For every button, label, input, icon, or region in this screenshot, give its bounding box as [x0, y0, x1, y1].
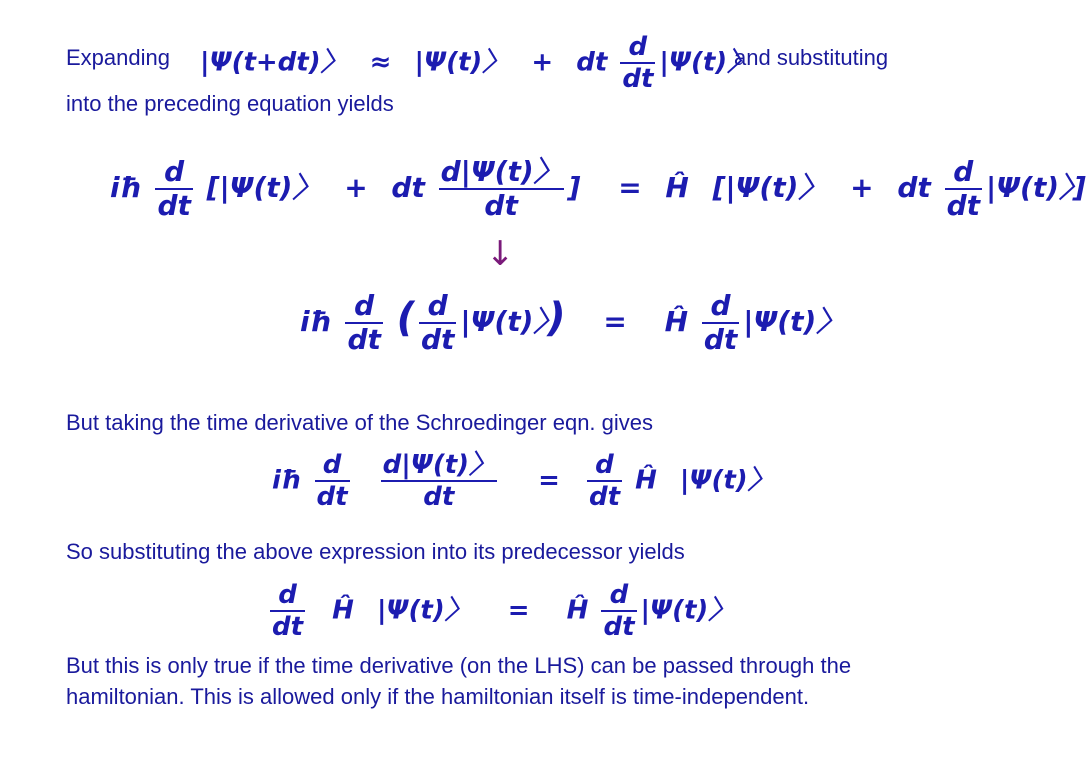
math-bracket: [	[712, 171, 726, 204]
eq-commutation	[266, 582, 734, 640]
math-operator-h: Ĥ	[664, 305, 689, 338]
math-ket: |Ψ(t)〉	[743, 305, 845, 338]
math-paren: (	[396, 295, 415, 341]
math-op: +	[531, 47, 554, 78]
math-ket: |Ψ(t)〉	[460, 305, 548, 338]
math-ket: |Ψ(t)〉	[679, 465, 774, 496]
math-fraction: $\frac{d}{dt}$	[603, 580, 635, 642]
down-arrow-icon: ↓	[486, 234, 515, 274]
text-so-substituting: So substituting the above expression into its predecessor yields	[66, 539, 685, 564]
eq-expansion	[200, 34, 753, 92]
math-ket: |Ψ(t)〉	[986, 171, 1073, 204]
math-ket: |Ψ(t)〉	[640, 595, 735, 626]
math-term: dt	[576, 47, 608, 78]
math-term: iħ	[300, 305, 332, 338]
math-op: =	[603, 305, 627, 338]
eq-simplified	[300, 289, 845, 356]
math-bracket: ]	[1073, 171, 1086, 204]
math-op: =	[538, 465, 560, 496]
math-ket: |Ψ(t)〉	[659, 47, 754, 78]
math-fraction: $\frac{d}{dt}$	[272, 580, 304, 642]
math-fraction: $\frac{d}{dt}$	[622, 32, 654, 94]
text-and-substituting: and substituting	[734, 45, 889, 70]
math-fraction: $\frac{d}{dt}$	[703, 289, 738, 356]
math-fraction: $\frac{d}{dt}$	[588, 450, 620, 512]
math-fraction: $\frac{d|\Psi(t)〉}{dt}$	[382, 450, 496, 512]
math-ket: |Ψ(t)〉	[219, 171, 321, 204]
math-term: iħ	[272, 465, 302, 496]
math-term: iħ	[110, 171, 142, 204]
math-fraction: $\frac{d}{dt}$	[420, 289, 455, 356]
eq-substituted	[110, 155, 1086, 222]
math-fraction: $\frac{d}{dt}$	[347, 289, 381, 356]
math-operator-h: Ĥ	[635, 465, 657, 496]
text-but-taking: But taking the time derivative of the Schroedinger eqn. gives	[66, 410, 654, 435]
math-ket: |Ψ(t+dt)〉	[200, 47, 347, 78]
math-fraction: $\frac{d}{dt}$	[316, 450, 348, 512]
math-term: dt	[391, 171, 425, 204]
math-ket: |Ψ(t)〉	[725, 171, 827, 204]
text-expanding: Expanding	[66, 45, 170, 70]
math-fraction: $\frac{d}{dt}$	[157, 155, 191, 222]
math-bracket: [	[206, 171, 220, 204]
math-op: +	[344, 171, 368, 204]
math-fraction: $\frac{d}{dt}$	[946, 155, 980, 222]
math-term: dt	[897, 171, 931, 204]
math-paren: )	[547, 295, 566, 341]
math-ket: |Ψ(t)〉	[376, 595, 471, 626]
text-conclusion: But this is only true if the time derivative (on the LHS) can be passed through the hamiltonian. This is allowed only if the hamiltonian itself is time-independent.	[66, 653, 852, 709]
math-op: =	[507, 595, 530, 626]
math-operator-h: Ĥ	[566, 595, 589, 626]
text-into-preceding: into the preceding equation yields	[66, 91, 394, 116]
math-op: +	[850, 171, 874, 204]
math-op: ≈	[369, 47, 392, 78]
math-operator-h: Ĥ	[665, 171, 689, 204]
math-bracket: ]	[567, 171, 581, 204]
math-op: =	[618, 171, 642, 204]
math-operator-h: Ĥ	[332, 595, 354, 626]
math-fraction: $\frac{d|\Psi(t)〉}{dt}$	[440, 155, 562, 222]
eq-time-derivative	[272, 452, 774, 510]
math-ket: |Ψ(t)〉	[414, 47, 509, 78]
